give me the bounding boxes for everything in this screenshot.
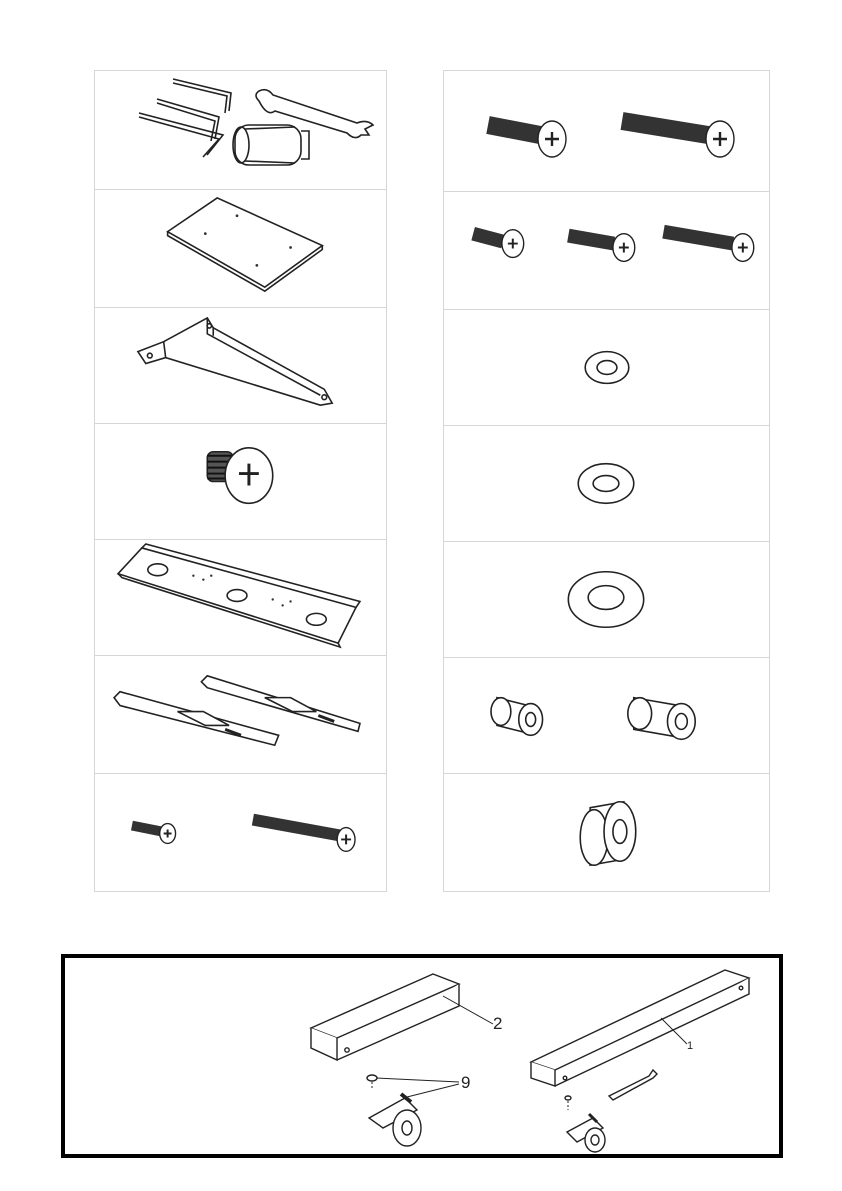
small-washer-illustration: [444, 310, 769, 425]
assembly-diagram-frame: [61, 954, 783, 1158]
callout-2: 2: [493, 1014, 503, 1033]
part-cell-short-long-bolts: [95, 773, 386, 891]
allen-keys-wrench-cap-illustration: [95, 71, 386, 189]
slotted-rail-illustration: [95, 540, 386, 655]
large-flat-head-screw-illustration: [95, 424, 386, 539]
short-and-long-bolts-illustration: [95, 774, 386, 891]
callout-1: 1: [687, 1040, 694, 1052]
parts-grid-left: [94, 70, 387, 892]
twin-bracket-strips-illustration: [95, 656, 386, 773]
part-cell-two-bolts: [444, 71, 769, 191]
triangular-bracket-illustration: [95, 308, 386, 423]
part-cell-slotted-rail: [95, 539, 386, 655]
assembly-diagram: [65, 958, 779, 1154]
medium-washer-illustration: [444, 426, 769, 541]
parts-grid-right: [443, 70, 770, 892]
three-bolts-illustration: [444, 192, 769, 309]
part-cell-flat-screw: [95, 423, 386, 539]
part-cell-three-bolts: [444, 191, 769, 309]
part-cell-small-washer: [444, 309, 769, 425]
part-cell-plate: [95, 189, 386, 307]
thick-spacer-illustration: [444, 774, 769, 891]
mounting-plate-illustration: [95, 190, 386, 307]
part-cell-large-washer: [444, 541, 769, 657]
large-washer-illustration: [444, 542, 769, 657]
part-cell-medium-washer: [444, 425, 769, 541]
part-cell-bracket-strips: [95, 655, 386, 773]
two-spacers-illustration: [444, 658, 769, 773]
part-cell-thick-spacer: [444, 773, 769, 891]
two-bolts-illustration: [444, 71, 769, 191]
part-cell-tools: [95, 71, 386, 189]
part-cell-two-spacers: [444, 657, 769, 773]
callout-9: 9: [461, 1073, 471, 1092]
part-cell-bracket: [95, 307, 386, 423]
